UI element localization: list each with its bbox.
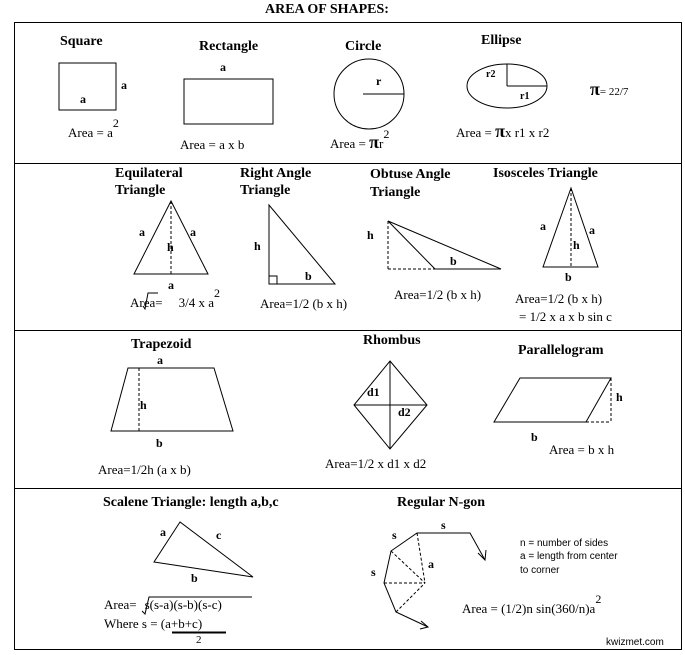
rectangle-formula: Area = a x b [180, 137, 245, 152]
right-triangle-title: Right Angle [240, 166, 312, 181]
pi-definition [590, 79, 628, 100]
ellipse-formula [456, 121, 549, 142]
parallelogram-formula: Area = b x h [549, 442, 615, 457]
pi-symbol: π [590, 79, 600, 99]
ngon-note: n = number of sides [520, 538, 609, 549]
equilateral-base-label: a [168, 278, 174, 292]
isosceles-side-label: a [540, 219, 546, 233]
isosceles-formula-2: = 1/2 x a x b sin c [519, 309, 612, 324]
parallelogram-shape [494, 378, 611, 422]
obtuse-triangle-formula: Area=1/2 (b x h) [394, 287, 482, 302]
obtuse-triangle-height-label: h [367, 228, 374, 242]
square-exponent: 2 [112, 116, 119, 130]
equilateral-side-label: a [190, 225, 196, 239]
ellipse-r2-label: r2 [486, 69, 496, 80]
equilateral-title-2: Triangle [115, 183, 166, 198]
scalene-formula [104, 597, 222, 613]
equilateral-side-label: a [139, 225, 145, 239]
trapezoid-base-label: b [156, 436, 163, 450]
square-formula [68, 116, 119, 141]
square-side-label: a [121, 78, 127, 92]
scalene-s-eq: s = [141, 616, 158, 631]
ngon-formula [462, 592, 602, 617]
watermark: kwizmet.com [606, 637, 664, 648]
rhombus-title: Rhombus [363, 333, 421, 348]
circle-formula-text: Area = [330, 136, 370, 151]
circle-formula-r: r [378, 136, 384, 151]
ngon-exponent: 2 [595, 592, 602, 606]
scalene-triangle-shape [154, 522, 253, 577]
equilateral-formula-text: Area= [130, 295, 163, 310]
scalene-side-label: b [191, 571, 198, 585]
equilateral-height-label: h [167, 240, 174, 254]
obtuse-triangle-title-2: Triangle [370, 185, 421, 200]
scalene-radicand: s(s-a)(s-b)(s-c) [144, 597, 222, 612]
ngon-side-label: s [441, 518, 446, 532]
ngon-note: a = length from center [520, 551, 618, 562]
ngon-title: Regular N-gon [397, 495, 486, 510]
isosceles-formula: Area=1/2 (b x h) [515, 291, 603, 306]
parallelogram-title: Parallelogram [518, 343, 604, 358]
trapezoid-height-label: h [140, 398, 147, 412]
ellipse-r1-label: r1 [520, 91, 530, 102]
pi-symbol: π [495, 121, 505, 141]
equilateral-formula-rest: /4 x a [185, 295, 214, 310]
scalene-formula-prefix: Area= [104, 597, 137, 612]
ellipse-formula-rest: x r1 x r2 [504, 125, 550, 140]
trapezoid-formula: Area=1/2h (a x b) [98, 462, 191, 477]
right-triangle-title-2: Triangle [240, 183, 291, 198]
equilateral-exponent: 2 [213, 286, 220, 300]
scalene-where-label: Where [104, 616, 139, 631]
isosceles-title: Isosceles Triangle [493, 166, 598, 181]
pi-value: = 22/7 [599, 86, 629, 98]
pi-symbol: π [369, 132, 379, 152]
ngon-side-label: s [392, 528, 397, 542]
trapezoid-top-label: a [157, 353, 163, 367]
square-side-label: a [80, 92, 86, 106]
obtuse-triangle-title: Obtuse Angle [370, 167, 451, 182]
ngon-formula-text: Area = (1/2)n sin(360/n)a [462, 601, 596, 616]
page-title: AREA OF SHAPES: [265, 2, 389, 17]
obtuse-triangle-base-label: b [450, 254, 457, 268]
ngon-note: to corner [520, 565, 560, 576]
circle-exponent: 2 [383, 127, 390, 141]
scalene-side-label: a [160, 525, 166, 539]
right-triangle-height-label: h [254, 239, 261, 253]
rectangle-title: Rectangle [199, 39, 259, 54]
equilateral-title: Equilateral [115, 166, 183, 181]
equilateral-formula [130, 286, 220, 311]
ngon-apothem-label: a [428, 557, 434, 571]
ngon-side-label: s [371, 565, 376, 579]
scalene-where [104, 616, 202, 632]
square-title: Square [60, 34, 103, 49]
circle-formula [330, 127, 390, 153]
trapezoid-title: Trapezoid [131, 337, 192, 352]
equilateral-root: 3 [178, 295, 186, 310]
isosceles-side-label: a [589, 223, 595, 237]
obtuse-triangle-shape [388, 221, 501, 269]
parallelogram-base-label: b [531, 430, 538, 444]
right-triangle-shape [269, 205, 335, 284]
rectangle-side-label: a [220, 60, 226, 74]
scalene-denominator: 2 [196, 634, 202, 646]
scalene-side-label: c [216, 528, 222, 542]
trapezoid-shape [111, 368, 233, 431]
circle-radius-label: r [376, 74, 382, 88]
square-formula-text: Area = a [68, 125, 113, 140]
rhombus-d1-label: d1 [367, 385, 380, 399]
isosceles-base-label: b [565, 270, 572, 284]
rhombus-formula: Area=1/2 x d1 x d2 [325, 456, 427, 471]
right-triangle-formula: Area=1/2 (b x h) [260, 296, 348, 311]
square-shape [59, 63, 116, 110]
rhombus-d2-label: d2 [398, 405, 411, 419]
rectangle-shape [184, 79, 273, 124]
scalene-title: Scalene Triangle: length a,b,c [103, 495, 279, 510]
ellipse-formula-text: Area = [456, 125, 496, 140]
circle-title: Circle [345, 39, 382, 54]
scalene-numerator: (a+b+c) [160, 616, 203, 631]
right-triangle-base-label: b [305, 269, 312, 283]
isosceles-height-label: h [573, 238, 580, 252]
ellipse-title: Ellipse [481, 33, 522, 48]
parallelogram-height-label: h [616, 390, 623, 404]
